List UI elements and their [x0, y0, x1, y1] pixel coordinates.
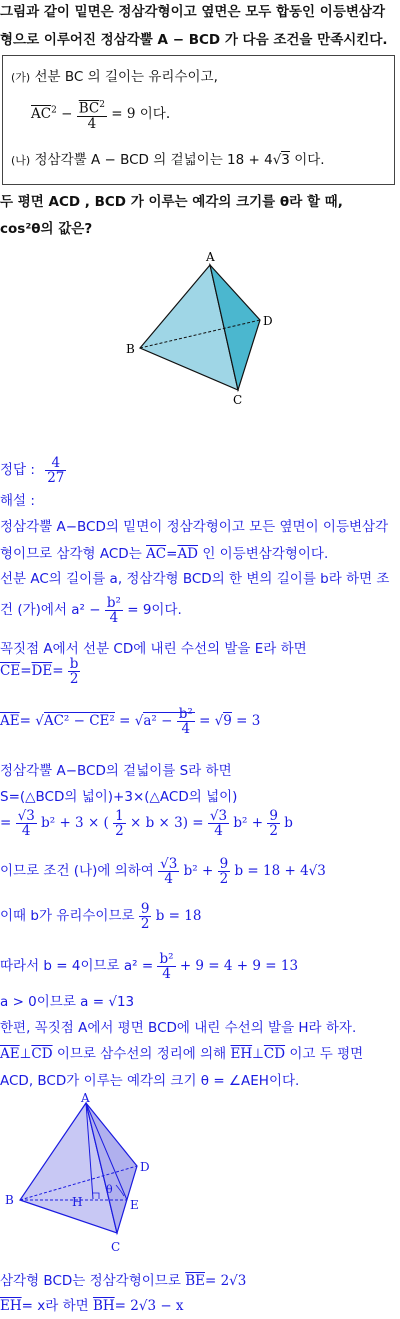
solution-line-3: 선분 AC의 길이를 a, 정삼각형 BCD의 한 변의 길이를 b라 하면 조: [0, 571, 390, 587]
vertex-b2-label: B: [5, 1193, 14, 1207]
problem-line-2: 형으로 이루어진 정삼각뿔 A − BCD 가 다음 조건을 만족시킨다.: [0, 32, 388, 48]
solution-line-10: = $\frac{√3}{4}$ b² + 3 × ( $\frac{1}{2}$ × b × 3) = $\frac{√3}{4}$ b² + $\frac{9}{2}$ b: [0, 808, 293, 839]
solution-line-7: $\overline{AE}= √AC^2 - CE^2 = √a^2$ − $\frac{\text{b²}}{4}$ = √9 = 3: [0, 706, 261, 737]
solution-line-12: 이때 b가 유리수이므로 $\frac{9}{2}$ b = 18: [0, 900, 202, 932]
vertex-a-label: A: [206, 250, 215, 264]
solution-line-14: a > 0이므로 a = √13: [0, 994, 135, 1010]
vertex-c-label: C: [233, 393, 243, 407]
vertex-c2-label: C: [111, 1240, 121, 1254]
solution-line-18: 삼각형 BCD는 정삼각형이므로 $\overline{BE}= 2√3$: [0, 1273, 247, 1289]
solution-line-4: 건 (가)에서 a² − $\frac{\text{b²}}{4}$ = 9이다.: [0, 594, 182, 626]
solution-line-5: 꼭짓점 A에서 선분 CD에 내린 수선의 발을 E라 하면: [0, 641, 307, 657]
vertex-d2-label: D: [140, 1160, 150, 1174]
solution-line-13: 따라서 b = 4이므로 a² = $\frac{\text{b²}}{4}$ + 9 = 4 + 9 = 13: [0, 950, 299, 982]
solution-line-16: $\overline{AE}\perp\overline{CD}$ 이므로 삼수선의 정리에 의해 $\overline{EH}\perp\overline{CD}$ 이고 두 평면: [0, 1046, 364, 1062]
tetrahedron-height-figure: [0, 1093, 160, 1258]
solution-line-2: 형이므로 삼각형 ACD는 $\overline{AC}=\overline{AD}$ 인 이등변삼각형이다.: [0, 546, 329, 562]
solution-line-15: 한편, 꼭짓점 A에서 평면 BCD에 내린 수선의 발을 H라 하자.: [0, 1020, 357, 1036]
vertex-d-label: D: [263, 314, 273, 328]
condition-ga: (가) 선분 BC 의 길이는 유리수이고,: [11, 69, 218, 85]
question-line-2: cos²θ의 값은?: [0, 221, 93, 237]
question-line-1: 두 평면 ACD , BCD 가 이루는 예각의 크기를 θ라 할 때,: [0, 194, 343, 210]
solution-line-6: $\overline{CE}=\overline{DE}=$ $\frac{b}{2}$: [0, 656, 79, 687]
solution-line-11: 이므로 조건 (나)에 의하여 $\frac{√3}{4}$ b² + $\frac{9}{2}$ b = 18 + 4√3: [0, 855, 326, 887]
solution-line-17: ACD, BCD가 이루는 예각의 크기 θ = ∠AEH이다.: [0, 1073, 300, 1089]
tetrahedron-figure: [120, 245, 290, 410]
condition-na: (나) 정삼각뿔 A − BCD 의 겉넓이는 18 + 4√3 이다.: [11, 152, 325, 168]
condition-box: [2, 55, 395, 185]
solution-line-9: S=(△BCD의 넓이)+3×(△ACD의 넓이): [0, 789, 238, 805]
condition-ga-equation: $\overline{AC}^2$ − $\frac{\overline{BC}^2}{4}$ = 9 이다.: [31, 100, 171, 132]
solution-line-1: 정삼각뿔 A−BCD의 밑면이 정삼각형이고 모든 옆면이 이등변삼각: [0, 519, 389, 535]
solution-line-8: 정삼각뿔 A−BCD의 겉넓이를 S라 하면: [0, 763, 232, 779]
point-e-label: E: [130, 1198, 139, 1212]
answer: 정답 : $\frac{4}{27}$: [0, 454, 65, 486]
solution-line-19: $\overline{EH}= x$라 하면 $\overline{BH}= 2√3 - x$: [0, 1298, 184, 1314]
angle-theta-label: θ: [106, 1183, 113, 1196]
vertex-b-label: B: [126, 342, 135, 356]
point-h-label: H: [72, 1195, 83, 1209]
solution-label: 해설 :: [0, 493, 35, 509]
problem-line-1: 그림과 같이 밑면은 정삼각형이고 옆면은 모두 합동인 이등변삼각: [0, 4, 386, 20]
vertex-a2-label: A: [81, 1093, 90, 1105]
